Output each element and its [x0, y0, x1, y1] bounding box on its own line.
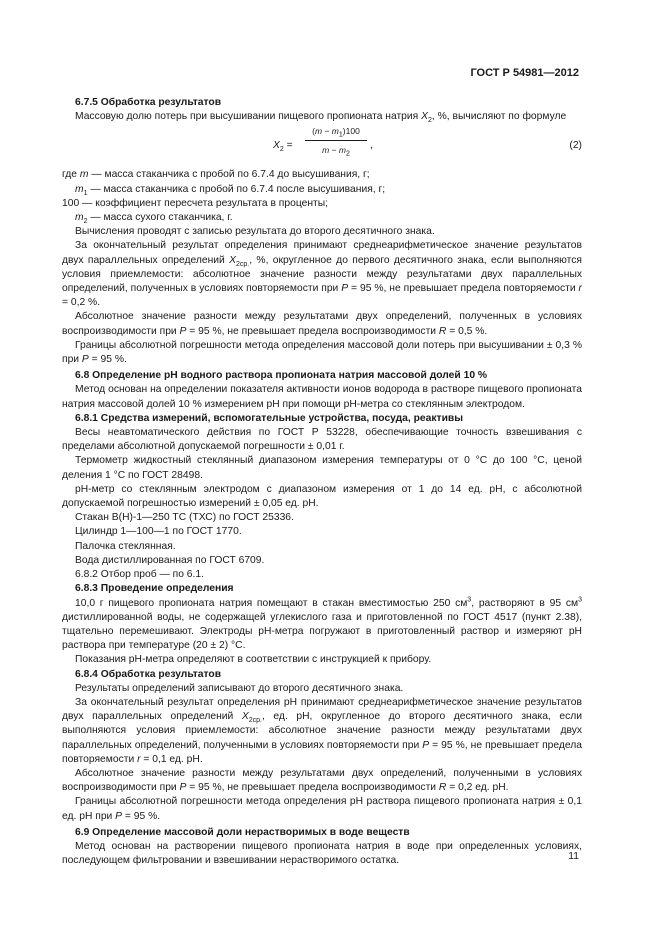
equation-number: (2)	[569, 140, 582, 152]
section-6-8-4-p3: Абсолютное значение разности между результатами двух определений, полученными в условиях воспроизводимости при P = 95 %, не превышает предела воспроизводимости R = 0,2 ед. pH.	[62, 767, 582, 794]
variable-definitions	[62, 168, 582, 225]
definition-m: где m — масса стаканчика с пробой по 6.7.4 до высушивания, г;	[62, 169, 370, 181]
section-6-8-3-readings: Показания pH-метра определяют в соответствии с инструкцией к прибору.	[75, 654, 432, 666]
section-6-8-4-p1: Результаты определений записывают до второго десятичного знака.	[75, 682, 404, 694]
formula-2	[62, 126, 582, 166]
section-6-8-3-title: 6.8.3 Проведение определения	[75, 583, 234, 595]
paragraph-calc: Вычисления проводят с записью результата до второго десятичного знака.	[75, 226, 435, 238]
equipment-scales: Весы неавтоматического действия по ГОСТ Р 53228, обеспечивающие точность взвешивания с пределами абсолютной допускаемой погрешности ± 0,01 г.	[62, 427, 582, 453]
document-body	[62, 96, 582, 868]
page-number: 11	[568, 851, 579, 862]
equipment-ph-meter: pH-метр со стеклянным электродом с диапазоном измерения от 1 до 14 ед. pH, с абсолютной допускаемой погрешностью измерений ± 0,05 ед. pH.	[62, 483, 582, 510]
equipment-cylinder: Цилиндр 1—100—1 по ГОСТ 1770.	[75, 526, 242, 538]
equipment-distilled-water: Вода дистиллированная по ГОСТ 6709.	[75, 554, 265, 566]
equipment-glass-rod: Палочка стеклянная.	[75, 540, 176, 552]
definition-m1: $m_1$ — масса стаканчика с пробой по 6.7.4 после высушивания, г;	[75, 183, 386, 197]
formula-numerator: $(m - m_1)100$	[305, 126, 367, 141]
formula-denominator: $m - m_2$	[322, 145, 350, 159]
paragraph-reproducibility: Абсолютное значение разности между результатами двух определений, полученных в условиях воспроизводимости при P = 95 %, не превышает предела воспроизводимости R = 0,5 %.	[62, 311, 582, 337]
formula-lhs: $X_2$ =	[273, 140, 293, 154]
section-6-8-4-title: 6.8.4 Обработка результатов	[75, 668, 222, 680]
definition-100: 100 — коэффициент пересчета результата в проценты;	[62, 197, 329, 209]
section-6-8-4-p2: За окончательный результат определения pH принимают среднеарифметическое значение результатов двух параллельных определений $X_{2ср.}$, ед. pH, округленное до второго десятичного знака, если выполняются условия приемлемости: абсолютное значение разности между результатами двух параллельных определений, полученными в условиях повторяемости при P = 95 %, не превышает предела повторяемости r = 0,1 ед. pH.	[62, 696, 582, 765]
formula-fraction	[305, 126, 367, 159]
equipment-beaker: Стакан В(Н)-1—250 ТС (ТХС) по ГОСТ 25336.	[75, 512, 294, 524]
page-header: ГОСТ Р 54981—2012	[470, 67, 579, 79]
section-6-8-4-p4: Границы абсолютной погрешности метода определения pH раствора пищевого пропионата натрия ± 0,1 ед. pH при P = 95 %.	[62, 796, 582, 822]
equipment-thermometer: Термометр жидкостный стеклянный диапазоном измерения температуры от 0 °С до 100 °С, ценой деления 1 °С по ГОСТ 28498.	[62, 455, 582, 481]
section-6-8-title: 6.8 Определение pH водного раствора пропионата натрия массовой долей 10 %	[75, 370, 488, 382]
formula-comma: ,	[370, 140, 373, 152]
section-6-8-1-title: 6.8.1 Средства измерений, вспомогательные устройства, посуда, реактивы	[75, 412, 464, 424]
section-6-8-2: 6.8.2 Отбор проб — по 6.1.	[75, 569, 204, 581]
section-6-9-text: Метод основан на растворении пищевого пропионата натрия в воде при определенных условиях, последующем фильтровании и взвешивании нерастворимого остатка.	[62, 840, 582, 867]
section-6-7-5-title: 6.7.5 Обработка результатов	[75, 97, 222, 108]
paragraph-final-result: За окончательный результат определения принимают среднеарифметическое значение результатов двух параллельных определений $X_{2ср.}$, %, округленное до первого десятичного знака, если выполняются условия приемлемости: абсолютное значение разности между результатами двух параллельных определений, полученных в условиях повторяемости при P = 95 %, не превышает предела повторяемости r = 0,2 %.	[62, 240, 582, 309]
section-6-9-title: 6.9 Определение массовой доли нерастворимых в воде веществ	[75, 826, 410, 838]
section-6-8-text: Метод основан на определении показателя активности ионов водорода в растворе пищевого пропионата натрия массовой долей 10 % измерением pH при помощи pH-метра со стеклянным электродом.	[62, 384, 582, 410]
section-6-8-3-procedure: 10,0 г пищевого пропионата натрия помещают в стакан вместимостью 250 $см^3$, растворяют в 95 $см^3$ дистиллированной воды, не содержащей углекислого газа и приготовленной по ГОСТ 4517 (пункт 2.38), тщательно перемешивают. Электроды pH-метра погружают в приготовленный раствор и измеряют pH раствора при температуре (20 ± 2) °С.	[62, 596, 582, 652]
definition-m2: $m_2$ — масса сухого стаканчика, г.	[75, 212, 233, 226]
paragraph-error-limits: Границы абсолютной погрешности метода определения массовой доли потерь при высушивании ± 0,3 % при P = 95 %.	[62, 339, 582, 366]
section-6-7-5-intro: Массовую долю потерь при высушивании пищевого пропионата натрия $X_2$, %, вычисляют по формуле	[75, 111, 567, 125]
